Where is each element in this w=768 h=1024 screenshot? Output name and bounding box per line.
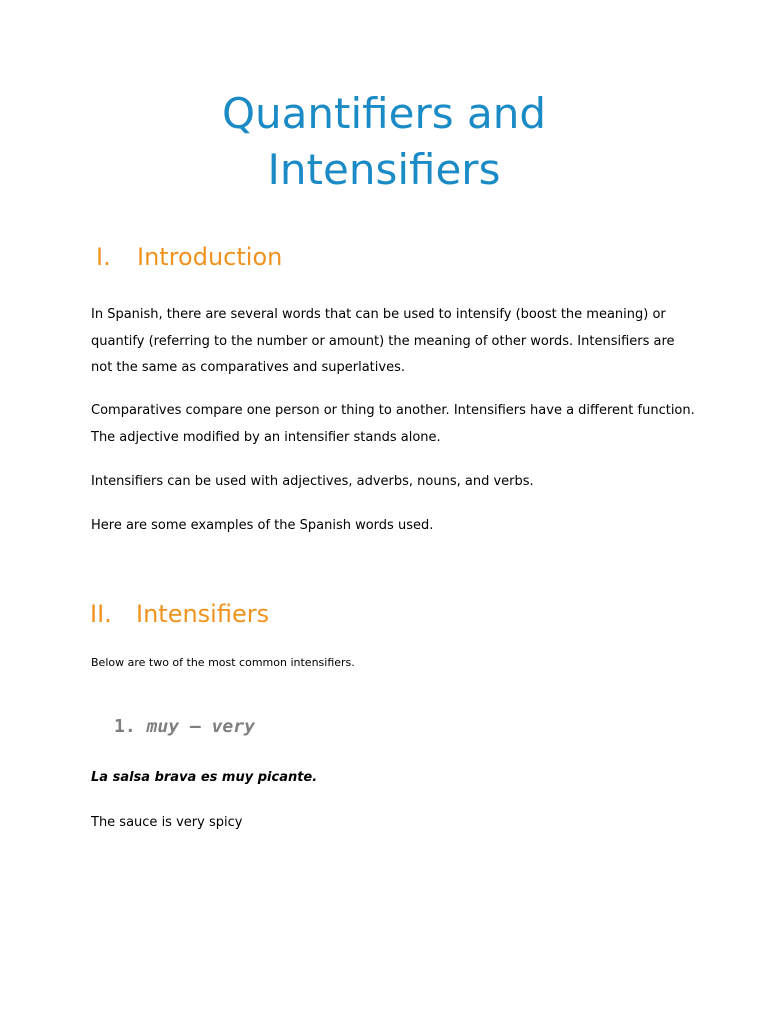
item-separator: –: [189, 716, 201, 737]
item-number: 1.: [114, 716, 136, 737]
section-number: I.: [96, 243, 111, 271]
example-english: The sauce is very spicy: [91, 815, 243, 830]
section-title: Introduction: [137, 243, 283, 271]
intro-paragraph-2: [91, 398, 695, 451]
document-title-line-1: Quantifiers and: [222, 89, 546, 138]
paragraph-line: The adjective modified by an intensifier stands alone.: [91, 429, 441, 445]
item-translation: very: [211, 716, 255, 737]
paragraph-line: Intensifiers can be used with adjectives, adverbs, nouns, and verbs.: [91, 474, 534, 489]
intro-paragraph-3: [91, 469, 691, 496]
section-heading-introduction: [96, 242, 282, 272]
intro-paragraph-4: [91, 513, 691, 540]
section-title: Intensifiers: [136, 600, 270, 628]
intro-paragraph-1: [91, 302, 691, 382]
paragraph-line: In Spanish, there are several words that can be used to intensify (boost the meaning) or: [91, 307, 666, 322]
section-heading-intensifiers: [90, 599, 269, 629]
paragraph-line: not the same as comparatives and superlatives.: [91, 360, 405, 375]
paragraph-line: Comparatives compare one person or thing to another. Intensifiers have a different function.: [91, 403, 695, 418]
example-spanish: La salsa brava es muy picante.: [91, 770, 318, 785]
intensifiers-intro: Below are two of the most common intensifiers.: [91, 656, 355, 669]
document-title: [0, 86, 768, 198]
intensifier-item-heading: [114, 715, 255, 739]
section-number: II.: [90, 600, 112, 628]
paragraph-line: Here are some examples of the Spanish words used.: [91, 518, 434, 533]
document-title-line-2: Intensifiers: [267, 145, 501, 194]
paragraph-line: quantify (referring to the number or amount) the meaning of other words. Intensifiers are: [91, 333, 675, 349]
item-word: muy: [146, 716, 180, 737]
